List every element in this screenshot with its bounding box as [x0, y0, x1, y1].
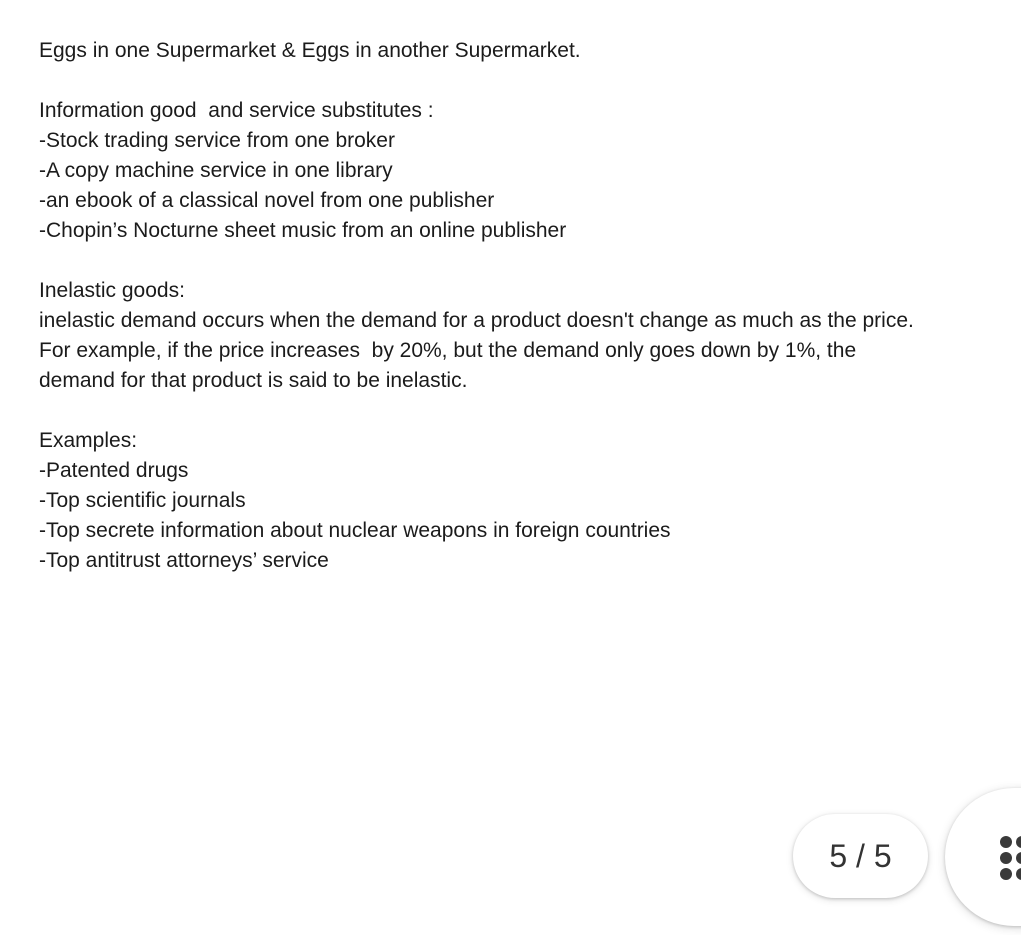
- menu-button[interactable]: [945, 788, 1021, 926]
- blank-line: [39, 66, 999, 96]
- blank-line: [39, 246, 999, 276]
- text-line: -Top scientific journals: [39, 489, 246, 512]
- text-line: -Stock trading service from one broker: [39, 129, 395, 152]
- text-line: -Top secrete information about nuclear weapons in foreign countries: [39, 519, 671, 542]
- text-line: -A copy machine service in one library: [39, 159, 393, 182]
- text-line: inelastic demand occurs when the demand for a product doesn't change as much as the price.: [39, 309, 914, 332]
- page-indicator: [793, 814, 928, 898]
- blank-line: [39, 396, 999, 426]
- text-line: Information good and service substitutes :: [39, 99, 434, 122]
- text-line: Eggs in one Supermarket & Eggs in another Supermarket.: [39, 39, 581, 62]
- page-indicator-label: 5 / 5: [829, 837, 892, 874]
- text-line: demand for that product is said to be inelastic.: [39, 369, 468, 392]
- text-line: Inelastic goods:: [39, 279, 185, 302]
- text-line: -Top antitrust attorneys’ service: [39, 549, 329, 572]
- text-line: Examples:: [39, 429, 138, 452]
- text-line: -an ebook of a classical novel from one publisher: [39, 189, 495, 212]
- text-line: -Chopin’s Nocturne sheet music from an online publisher: [39, 219, 567, 242]
- document-page: [39, 36, 999, 576]
- text-line: -Patented drugs: [39, 459, 189, 482]
- text-line: For example, if the price increases by 20%, but the demand only goes down by 1%, the: [39, 339, 857, 362]
- dots-grid-icon: [1000, 836, 1021, 880]
